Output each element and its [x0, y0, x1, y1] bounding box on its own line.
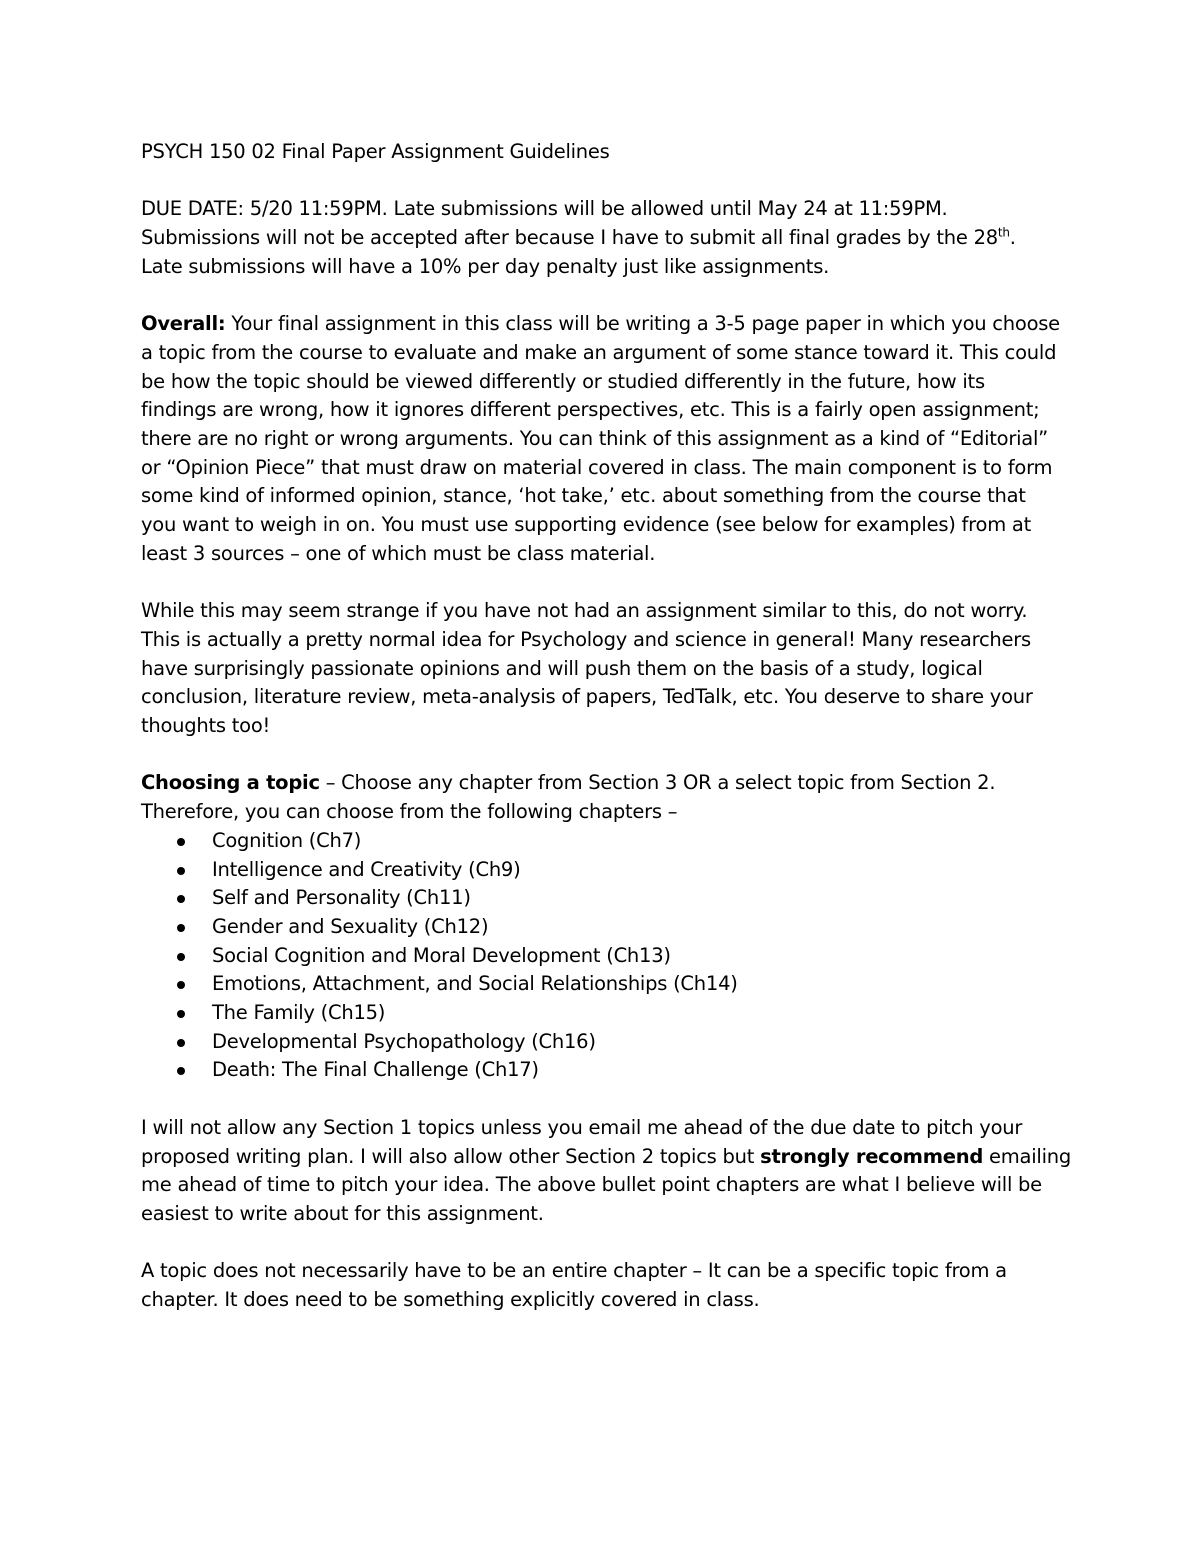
list-item	[141, 942, 1060, 971]
choosing-topic-line-1-text: – Choose any chapter from Section 3 OR a select topic from Section 2.	[319, 771, 996, 795]
section-policy-line-4: easiest to write about for this assignment.	[141, 1201, 544, 1225]
due-date-line: DUE DATE: 5/20 11:59PM. Late submissions will be allowed until May 24 at 11:59PM.	[141, 197, 948, 221]
bullet-icon	[177, 838, 185, 846]
chapter-label: Gender and Sexuality (Ch12)	[212, 914, 489, 938]
list-item	[141, 970, 1060, 999]
bullet-icon	[177, 1039, 185, 1047]
encouragement-line-4: conclusion, literature review, meta-analysis of papers, TedTalk, etc. You deserve to share your	[141, 685, 1033, 709]
section-policy-line-3: me ahead of time to pitch your idea. The above bullet point chapters are what I believe will be	[141, 1173, 1042, 1197]
encouragement-line-5: thoughts too!	[141, 714, 271, 738]
encouragement-line-3: have surprisingly passionate opinions and will push them on the basis of a study, logical	[141, 656, 983, 680]
encouragement-line-2: This is actually a pretty normal idea for Psychology and science in general! Many researchers	[141, 627, 1031, 651]
chapter-label: Emotions, Attachment, and Social Relationships (Ch14)	[212, 972, 738, 996]
section-policy-line-2	[141, 1143, 1071, 1172]
bullet-icon	[177, 895, 185, 903]
overall-line-5: there are no right or wrong arguments. You can think of this assignment as a kind of “Editorial”	[141, 427, 1048, 450]
list-item	[141, 856, 1060, 885]
ordinal-suffix: th	[997, 225, 1010, 240]
topic-scope-paragraph	[141, 1257, 1060, 1314]
title-text: PSYCH 150 02 Final Paper Assignment Guidelines	[141, 140, 610, 163]
list-item	[141, 1056, 1060, 1085]
choosing-topic-line-1	[141, 769, 1060, 798]
topic-scope-line-1: A topic does not necessarily have to be an entire chapter – It can be a specific topic from a	[141, 1259, 1007, 1283]
overall-line-6: or “Opinion Piece” that must draw on material covered in class. The main component is to form	[141, 455, 1053, 479]
submission-deadline-period: .	[1009, 226, 1016, 250]
chapter-list	[141, 827, 1060, 1085]
chapter-label: Self and Personality (Ch11)	[212, 886, 471, 910]
list-item	[141, 827, 1060, 856]
bullet-icon	[177, 981, 185, 989]
chapter-label: The Family (Ch15)	[212, 1001, 386, 1025]
encouragement-line-1: While this may seem strange if you have not had an assignment similar to this, do not worry.	[141, 599, 1028, 623]
encouragement-paragraph	[141, 597, 1060, 741]
bullet-icon	[177, 1010, 185, 1018]
submission-deadline-text: Submissions will not be accepted after because I have to submit all final grades by the 28	[141, 226, 998, 250]
overall-line-2: a topic from the course to evaluate and make an argument of some stance toward it. This could	[141, 340, 1057, 364]
late-penalty-line: Late submissions will have a 10% per day penalty just like assignments.	[141, 254, 830, 278]
choosing-topic-heading: Choosing a topic	[141, 771, 320, 795]
overall-line-7: some kind of informed opinion, stance, ‘hot take,’ etc. about something from the course that	[141, 484, 1026, 508]
overall-line-8: you want to weigh in on. You must use supporting evidence (see below for examples) from at	[141, 513, 1031, 537]
due-date-paragraph	[141, 195, 1060, 281]
section-policy-line-2-tail: emailing	[983, 1144, 1071, 1168]
list-item	[141, 999, 1060, 1028]
overall-line-9: least 3 sources – one of which must be class material.	[141, 541, 656, 565]
list-item	[141, 913, 1060, 942]
chapter-label: Cognition (Ch7)	[212, 828, 362, 852]
overall-line-1-text: Your final assignment in this class will be writing a 3-5 page paper in which you choose	[225, 312, 1060, 336]
topic-scope-line-2: chapter. It does need to be something explicitly covered in class.	[141, 1288, 760, 1312]
submission-deadline-line	[141, 224, 1060, 253]
section-policy-line-1: I will not allow any Section 1 topics unless you email me ahead of the due date to pitch your	[141, 1115, 1023, 1139]
strong-recommend-text: strongly recommend	[760, 1144, 984, 1168]
bullet-icon	[177, 924, 185, 932]
overall-heading: Overall:	[141, 312, 226, 336]
choosing-topic-paragraph	[141, 769, 1060, 826]
overall-line-3: be how the topic should be viewed differently or studied differently in the future, how its	[141, 369, 985, 393]
bullet-icon	[177, 953, 185, 961]
overall-paragraph	[141, 310, 1060, 568]
bullet-icon	[177, 867, 185, 875]
choosing-topic-line-2: Therefore, you can choose from the following chapters –	[141, 800, 678, 824]
section-policy-paragraph	[141, 1114, 1071, 1229]
chapter-label: Intelligence and Creativity (Ch9)	[212, 857, 521, 881]
chapter-label: Death: The Final Challenge (Ch17)	[212, 1058, 539, 1082]
overall-line-1	[141, 310, 1060, 339]
overall-line-4: findings are wrong, how it ignores different perspectives, etc. This is a fairly open assignment;	[141, 398, 1040, 422]
document-title	[141, 138, 1060, 167]
section-policy-line-2-text: proposed writing plan. I will also allow other Section 2 topics but	[141, 1144, 761, 1168]
list-item	[141, 884, 1060, 913]
list-item	[141, 1028, 1060, 1057]
chapter-label: Developmental Psychopathology (Ch16)	[212, 1029, 596, 1053]
bullet-icon	[177, 1067, 185, 1075]
chapter-label: Social Cognition and Moral Development (Ch13)	[212, 943, 671, 967]
